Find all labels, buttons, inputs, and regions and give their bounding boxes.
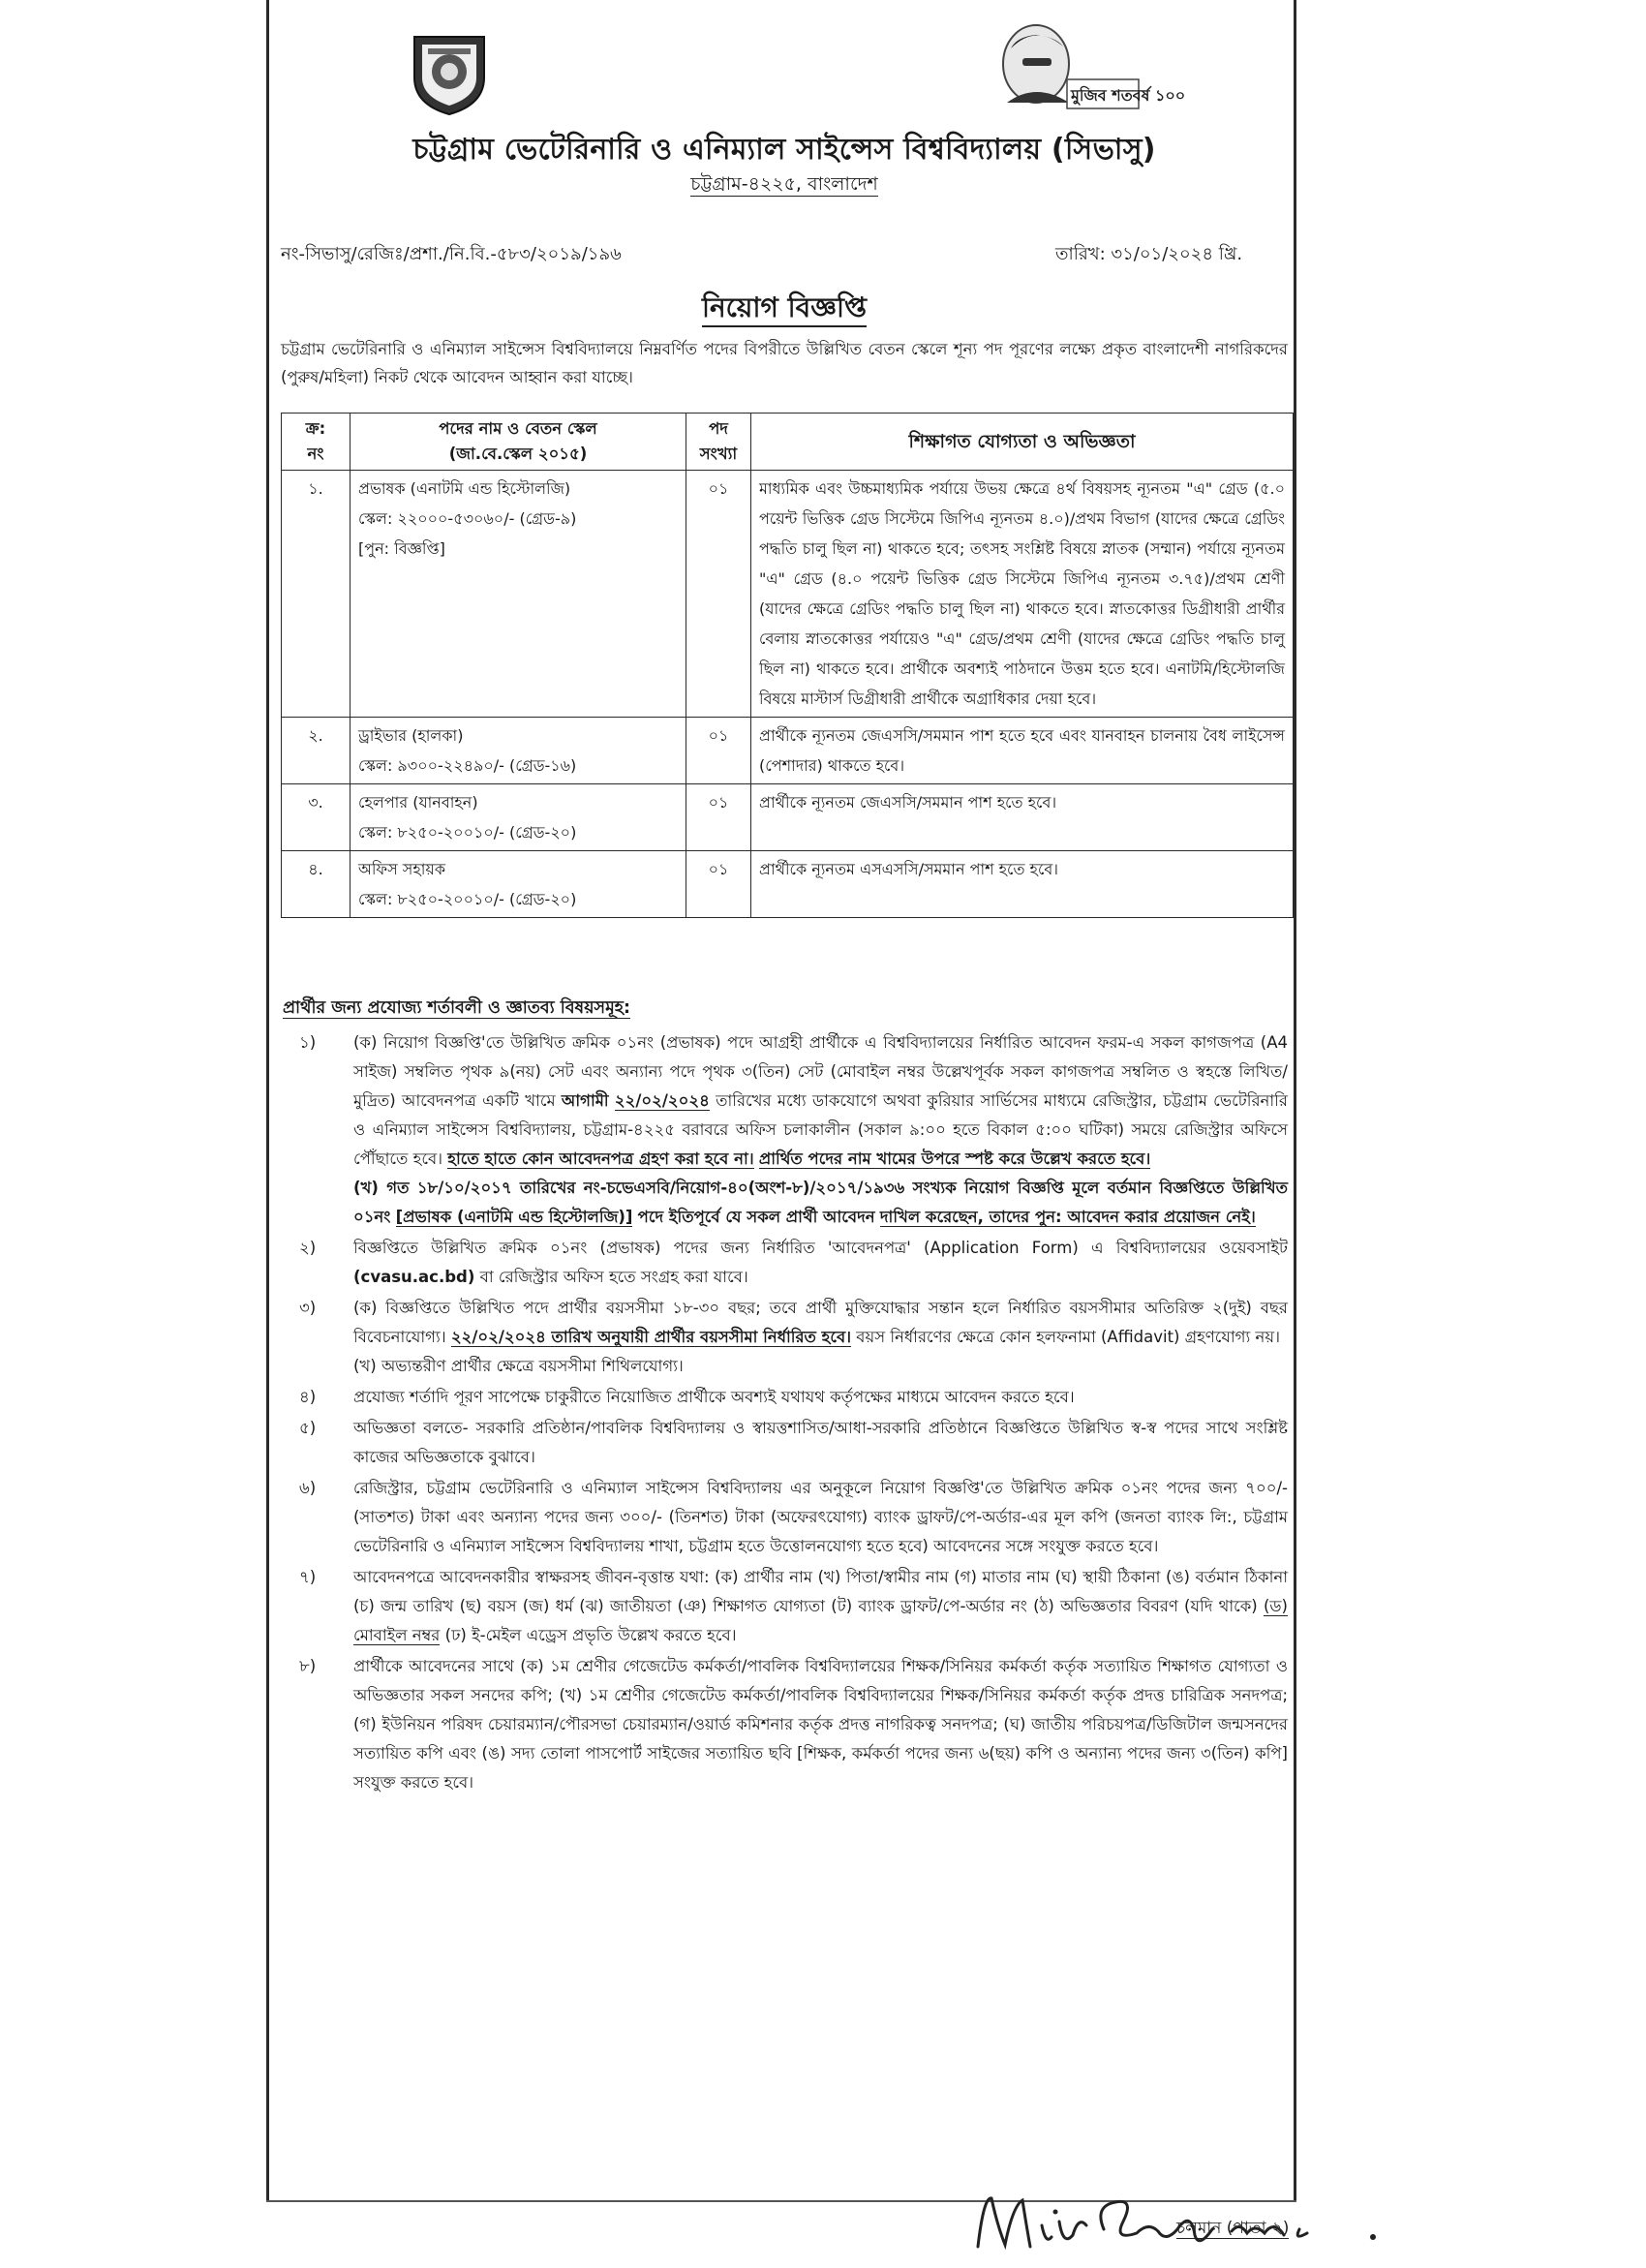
condition-number: ৩) [299,1299,317,1317]
header-count-line2: সংখ্যা [699,444,738,463]
row-serial: ২. [282,718,351,784]
condition-1a-text: (ক) নিয়োগ বিজ্ঞপ্তি'তে উল্লিখিত ক্রমিক ০১নং (প্রভাষক) পদে আগ্রহী প্রার্থীকে এ বিশ্ববিদ্যালয়ের নির্ধারিত আবেদন ফরম-এ সকল কাগজপত্র (A4 সাইজ) সম্বলিত পৃথক ৯(নয়) সেট এবং অন্যান্য পদে পৃথক ৩(তিন) সেট (মোবাইল নম্বর উল্লেখপূর্বক সকল কাগজপত্র সম্বলিত ও স্বহস্তে লিখিত/মুদ্রিত) আবেদনপত্র একটি খামে [353,1033,1288,1110]
condition-1a-no-hand-delivery: হাতে হাতে কোন আবেদনপত্র গ্রহণ করা হবে না। [447,1149,754,1168]
row-count: ০১ [686,471,751,718]
condition-1a-deadline: ২২/০২/২০২৪ [614,1091,710,1110]
row-count: ০১ [686,718,751,784]
table-header-row [282,414,1294,471]
university-address [320,170,1249,201]
header-post-line1: পদের নাম ও বেতন স্কেল [439,419,597,438]
condition-item-2 [286,1234,1288,1292]
table-row [282,718,1294,784]
condition-1a-envelope-note: প্রার্থিত পদের নাম খামের উপরে স্পষ্ট করে উল্লেখ করতে হবে। [758,1149,1151,1168]
header-count-line1: পদ [709,419,728,438]
continued-text: চলমান (পাতা-২) [1176,2219,1290,2238]
condition-4-text: প্রযোজ্য শর্তাদি পূরণ সাপেক্ষে চাকুরীতে নিয়োজিত প্রার্থীকে অবশ্যই যথাযথ কর্তৃপক্ষের মাধ্যমে আবেদন করতে হবে। [353,1388,1075,1406]
condition-1b-text-2: পদে ইতিপূর্বে যে সকল প্রার্থী আবেদন [637,1208,875,1226]
condition-1b-no-reapply: দাখিল করেছেন, তাদের পুন: আবেদন করার প্রয়োজন নেই। [879,1208,1256,1226]
condition-7-mobile: (ড) মোবাইল নম্বর [353,1597,1288,1644]
row-post [351,851,686,918]
row-serial: ১. [282,471,351,718]
header-post [351,414,686,471]
conditions-heading-text: প্রার্থীর জন্য প্রযোজ্য শর্তাবলী ও জ্ঞাতব্য বিষয়সমূহ: [283,998,630,1018]
condition-3a-age-date: ২২/০২/২০২৪ তারিখ অনুযায়ী প্রার্থীর বয়সসীমা নির্ধারিত হবে। [450,1328,852,1346]
notice-title [320,287,1249,332]
condition-3a-text-2: বয়স নির্ধারণের ক্ষেত্রে কোন হলফনামা (Affidavit) গ্রহণযোগ্য নয়। [856,1328,1280,1346]
condition-number: ৭) [299,1568,317,1586]
university-name: চট্টগ্রাম ভেটেরিনারি ও এনিম্যাল সাইন্সেস বিশ্ববিদ্যালয় (সিভাসু) [412,133,1156,167]
row-serial: ৩. [282,784,351,851]
condition-7-text-2: (ঢ) ই-মেইল এড্রেস প্রভৃতি উল্লেখ করতে হবে। [444,1626,737,1644]
signature-icon [959,2187,1385,2264]
header-serial [282,414,351,471]
header-serial-line2: নং [307,444,324,463]
pay-scale: স্কেল: ৯৩০০-২২৪৯০/- (গ্রেড-১৬) [358,756,577,775]
condition-3a-text: (ক) বিজ্ঞপ্তিতে উল্লিখিত পদে প্রার্থীর বয়সসীমা ১৮-৩০ বছর; তবে প্রার্থী মুক্তিযোদ্ধার সন্তান হলে নির্ধারিত বয়সসীমার অতিরিক্ত ২(দুই) বছর বিবেচনাযোগ্য। [353,1299,1288,1346]
condition-1a-bold: আগামী [561,1091,609,1110]
posts-table [281,413,1294,918]
conditions-heading [283,996,630,1024]
header-post-line2: (জা.বে.স্কেল ২০১৫) [448,444,588,463]
row-post [351,784,686,851]
row-count: ০১ [686,784,751,851]
condition-number: ৬) [299,1479,317,1497]
memo-number: নং-সিভাসু/রেজিঃ/প্রশা./নি.বি.-৫৮৩/২০১৯/১৯৬ [281,244,622,264]
condition-1b-post: [প্রভাষক (এনাটমি এন্ড হিস্টোলজি)] [395,1208,633,1226]
intro-paragraph: চট্টগ্রাম ভেটেরিনারি ও এনিম্যাল সাইন্সেস বিশ্ববিদ্যালয়ে নিম্নবর্ণিত পদের বিপরীতে উল্লিখিত বেতন স্কেলে শূন্য পদ পূরণের লক্ষ্যে প্রকৃত বাংলাদেশী নাগরিকদের (পুরুষ/মহিলা) নিকট থেকে আবেদন আহ্বান করা যাচ্ছে। [281,340,1288,386]
header-qualification: শিক্ষাগত যোগ্যতা ও অভিজ্ঞতা [751,414,1294,471]
condition-1b-text: (খ) গত ১৮/১০/২০১৭ তারিখের নং-চভেএসবি/নিয়োগ-৪০(অংশ-৮)/২০১৭/১৯৩৬ সংখ্যক নিয়োগ বিজ্ঞপ্তি মূলে বর্তমান বিজ্ঞপ্তিতে উল্লিখিত ০১নং [353,1179,1288,1226]
header-serial-line1: ক্র: [305,419,326,438]
condition-number: ২) [299,1239,317,1257]
pay-scale: স্কেল: ৮২৫০-২০০১০/- (গ্রেড-২০) [358,890,577,908]
post-name: অফিস সহায়ক [358,860,446,878]
condition-item-8 [286,1652,1288,1797]
pay-scale: স্কেল: ২২০০০-৫৩০৬০/- (গ্রেড-৯) [358,509,577,528]
address-text: চট্টগ্রাম-৪২২৫, বাংলাদেশ [690,173,878,195]
row-qualification: প্রার্থীকে ন্যূনতম জেএসসি/সমমান পাশ হতে হবে এবং যানবাহন চালনায় বৈধ লাইসেন্স (পেশাদার) থাকতে হবে। [751,718,1294,784]
condition-1b [353,1174,1288,1232]
condition-3b-text: (খ) অভ্যন্তরীণ প্রার্থীর ক্ষেত্রে বয়সসীমা শিথিলযোগ্য। [353,1357,684,1375]
table-row [282,784,1294,851]
row-count: ০১ [686,851,751,918]
condition-2-text: বিজ্ঞপ্তিতে উল্লিখিত ক্রমিক ০১নং (প্রভাষক) পদের জন্য নির্ধারিত 'আবেদনপত্র' (Application Form) এ বিশ্ববিদ্যালয়ের ওয়েবসাইট [353,1239,1288,1257]
condition-item-4 [286,1383,1288,1412]
row-post [351,718,686,784]
condition-7-text: আবেদনপত্রে আবেদনকারীর স্বাক্ষরসহ জীবন-বৃত্তান্ত যথা: (ক) প্রার্থীর নাম (খ) পিতা/স্বামীর নাম (গ) মাতার নাম (ঘ) স্থায়ী ঠিকানা (ঙ) বর্তমান ঠিকানা (চ) জন্ম তারিখ (ছ) বয়স (জ) ধর্ম (ঝ) জাতীয়তা (ঞ) শিক্ষাগত যোগ্যতা (ট) ব্যাংক ড্রাফট/পে-অর্ডার নং (ঠ) অভিজ্ঞতার বিবরণ (যদি থাকে) [353,1568,1288,1615]
condition-item-1 [286,1028,1288,1232]
pay-scale: স্কেল: ৮২৫০-২০০১০/- (গ্রেড-২০) [358,823,577,842]
condition-number: ১) [299,1033,317,1052]
university-seal-icon [405,27,494,116]
condition-5-text: অভিজ্ঞতা বলতে- সরকারি প্রতিষ্ঠান/পাবলিক বিশ্ববিদ্যালয় ও স্বায়ত্তশাসিত/আধা-সরকারি প্রতিষ্ঠানে বিজ্ঞপ্তিতে উল্লিখিত স্ব-স্ব পদের সাথে সংশ্লিষ্ট কাজের অভিজ্ঞতাকে বুঝাবে। [353,1419,1288,1466]
notice-title-text: নিয়োগ বিজ্ঞপ্তি [702,291,867,327]
row-post [351,471,686,718]
row-qualification: প্রার্থীকে ন্যূনতম জেএসসি/সমমান পাশ হতে হবে। [751,784,1294,851]
mujib-100-emblem-icon [978,19,1186,120]
condition-item-7 [286,1563,1288,1650]
condition-item-3 [286,1294,1288,1381]
condition-number: ৮) [299,1657,317,1675]
condition-6-text: রেজিস্ট্রার, চট্টগ্রাম ভেটেরিনারি ও এনিম্যাল সাইন্সেস বিশ্ববিদ্যালয় এর অনুকূলে নিয়োগ বিজ্ঞপ্তি'তে উল্লিখিত ক্রমিক ০১নং পদের জন্য ৭০০/- (সাতশত) টাকা এবং অন্যান্য পদের জন্য ৩০০/- (তিনশত) টাকা (অফেরৎযোগ্য) ব্যাংক ড্রাফট/পে-অর্ডার-এর মূল কপি (জনতা ব্যাংক লি:, চট্টগ্রাম ভেটেরিনারি ও এনিম্যাল সাইন্সেস বিশ্ববিদ্যালয় শাখা, চট্টগ্রাম হতে উত্তোলনযোগ্য হতে হবে) আবেদনের সঙ্গে সংযুক্ত করতে হবে। [353,1479,1288,1555]
condition-item-5 [286,1414,1288,1472]
notice-date: তারিখ: ৩১/০১/২০২৪ খ্রি. [1055,244,1243,264]
row-qualification: প্রার্থীকে ন্যূনতম এসএসসি/সমমান পাশ হতে হবে। [751,851,1294,918]
table-row [282,851,1294,918]
condition-number: ৪) [299,1388,317,1406]
post-name: ড্রাইভার (হালকা) [358,726,464,745]
post-name: হেলপার (যানবাহন) [358,793,478,812]
condition-item-6 [286,1474,1288,1561]
conditions-list [286,1028,1288,1799]
condition-8-text: প্রার্থীকে আবেদনের সাথে (ক) ১ম শ্রেণীর গেজেটেড কর্মকর্তা/পাবলিক বিশ্ববিদ্যালয়ের শিক্ষক/সিনিয়র কর্মকর্তা কর্তৃক সত্যায়িত শিক্ষাগত যোগ্যতা ও অভিজ্ঞতার সকল সনদের কপি; (খ) ১ম শ্রেণীর গেজেটেড কর্মকর্তা/পাবলিক বিশ্ববিদ্যালয়ের শিক্ষক/সিনিয়র কর্মকর্তা কর্তৃক প্রদত্ত চারিত্রিক সনদপত্র; (গ) ইউনিয়ন পরিষদ চেয়ারম্যান/পৌরসভা চেয়ারম্যান/ওয়ার্ড কমিশনার কর্তৃক প্রদত্ত নাগরিকত্ব সনদপত্র; (ঘ) জাতীয় পরিচয়পত্র/ডিজিটাল জন্মসনদের সত্যায়িত কপি এবং (ঙ) সদ্য তোলা পাসপোর্ট সাইজের সত্যায়িত ছবি [শিক্ষক, কর্মকর্তা পদের জন্য ৬(ছয়) কপি ও অন্যান্য পদের জন্য ৩(তিন) কপি] সংযুক্ত করতে হবে। [353,1657,1288,1792]
condition-2-text-2: বা রেজিস্ট্রার অফিস হতে সংগ্রহ করা যাবে। [479,1268,748,1286]
university-website: (cvasu.ac.bd) [353,1268,475,1286]
row-serial: ৪. [282,851,351,918]
emblem-text: মুজিব শতবর্ষ ১০০ [1071,86,1186,105]
table-row [282,471,1294,718]
header-count [686,414,751,471]
row-qualification: মাধ্যমিক এবং উচ্চমাধ্যমিক পর্যায়ে উভয় ক্ষেত্রে ৪র্থ বিষয়সহ ন্যূনতম "এ" গ্রেড (৫.০ পয়েন্ট ভিত্তিক গ্রেড সিস্টেমে জিপিএ ন্যূনতম ৪.০)/প্রথম বিভাগ (যাদের ক্ষেত্রে গ্রেডিং পদ্ধতি চালু ছিল না) থাকতে হবে; তৎসহ সংশ্লিষ্ট বিষয়ে স্নাতক (সম্মান) পর্যায়ে ন্যূনতম "এ" গ্রেড (৪.০ পয়েন্ট ভিত্তিক গ্রেড সিস্টেমে জিপিএ ন্যূনতম ৩.৭৫)/প্রথম শ্রেণী (যাদের ক্ষেত্রে গ্রেডিং পদ্ধতি চালু ছিল না) থাকতে হবে। স্নাতকোত্তর ডিগ্রীধারী প্রার্থীর বেলায় স্নাতকোত্তর পর্যায়েও "এ" গ্রেড/প্রথম শ্রেণী (যাদের ক্ষেত্রে গ্রেডিং পদ্ধতি চালু ছিল না) থাকতে হবে। প্রার্থীকে অবশ্যই পাঠদানে উত্তম হতে হবে। এনাটমি/হিস্টোলজি বিষয়ে মাস্টার্স ডিগ্রীধারী প্রার্থীকে অগ্রাধিকার দেয়া হবে। [751,471,1294,718]
condition-1a-text-2: তারিখের মধ্যে ডাকযোগে অথবা কুরিয়ার সার্ভিসের মাধ্যমে রেজিস্ট্রার, চট্টগ্রাম ভেটেরিনারি ও এনিম্যাল সাইন্সেস বিশ্ববিদ্যালয়, চট্টগ্রাম-৪২২৫ বরাবরে অফিস চলাকালীন (সকাল ৯:০০ হতে বিকাল ৫:০০ ঘটিকা) সময়ে রেজিস্ট্রার অফিসে পৌঁছাতে হবে। [353,1091,1288,1168]
post-name: প্রভাষক (এনাটমি এন্ড হিস্টোলজি) [358,479,571,498]
re-advertise-note: [পুন: বিজ্ঞপ্তি] [358,539,445,558]
condition-number: ৫) [299,1419,317,1437]
